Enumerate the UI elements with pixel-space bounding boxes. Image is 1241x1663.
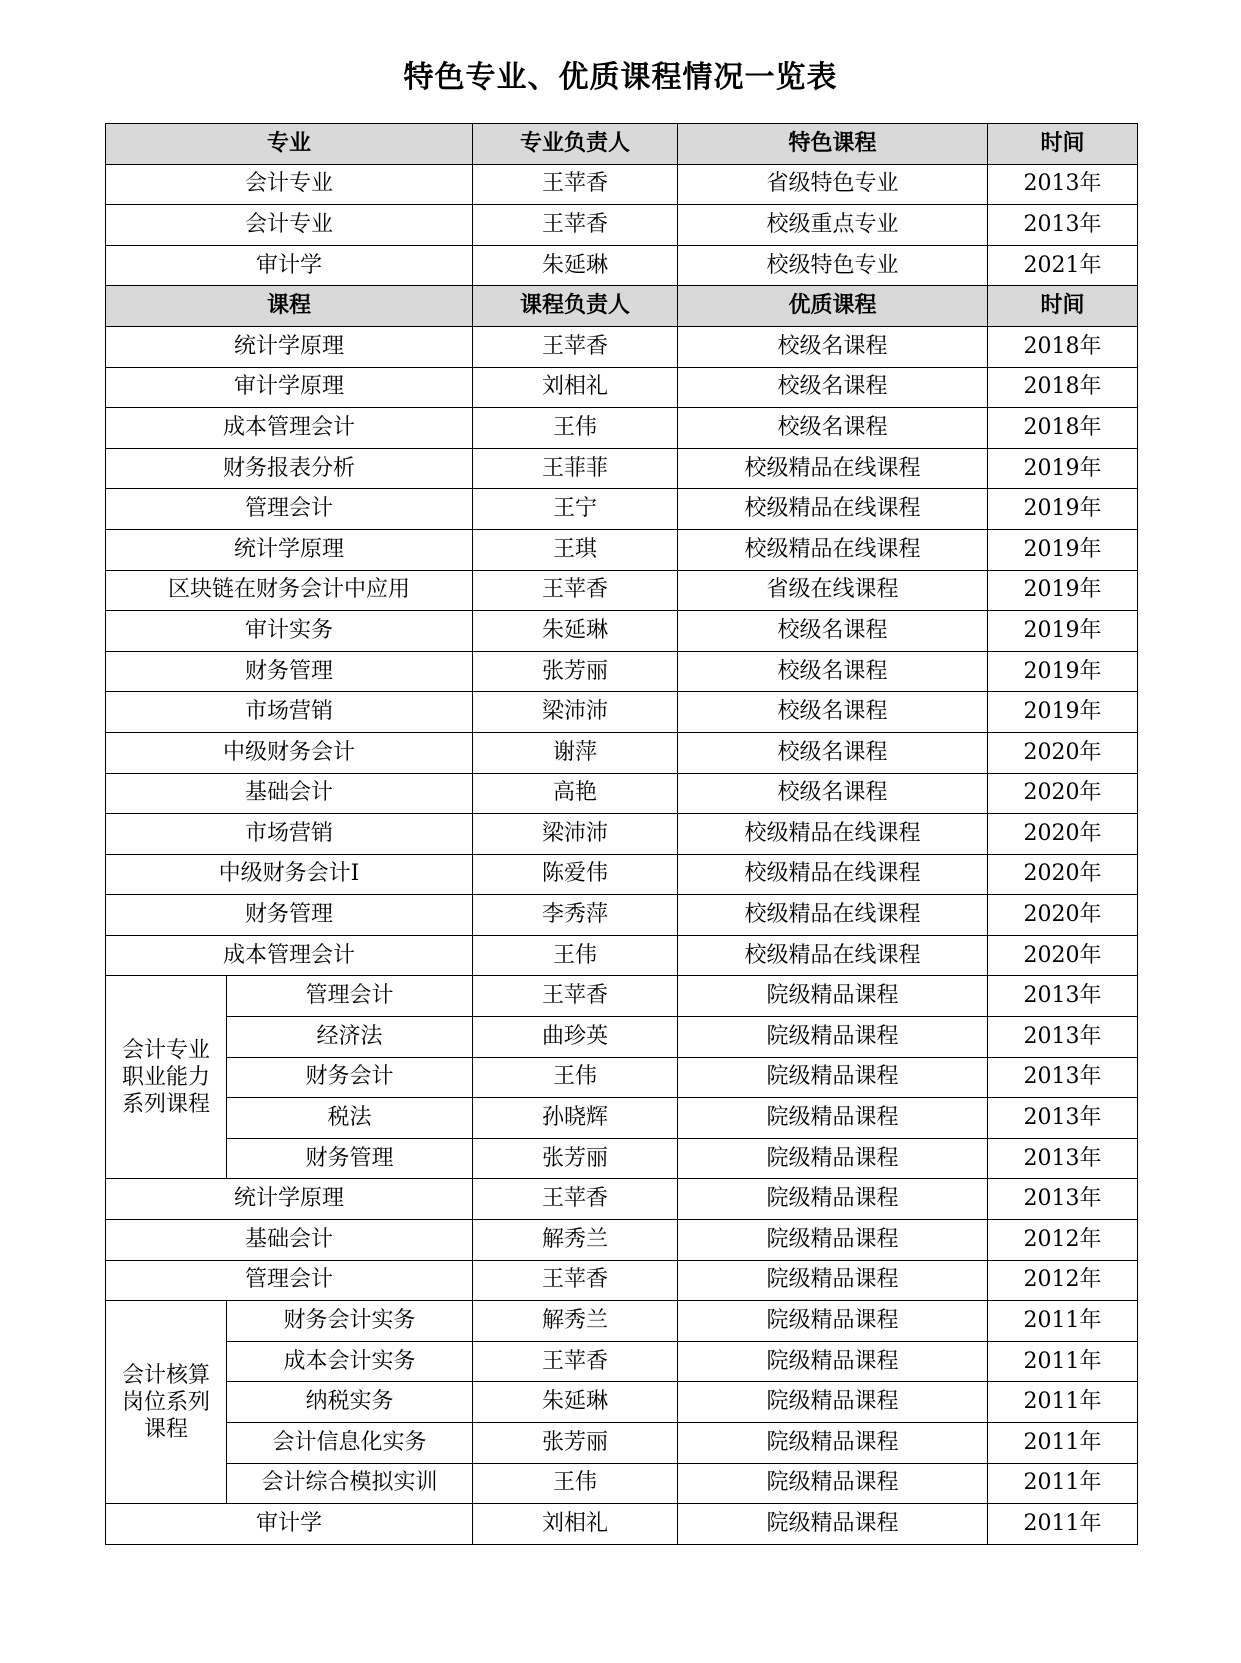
level-cell: 校级名课程 [678, 732, 988, 773]
table-row [106, 1098, 1138, 1139]
level-cell: 院级精品课程 [678, 1220, 988, 1261]
level-cell: 院级精品课程 [678, 1382, 988, 1423]
major-header-row [106, 124, 1138, 165]
table-row [106, 976, 1138, 1017]
table-row [106, 205, 1138, 246]
table-row [106, 611, 1138, 652]
name-cell: 市场营销 [106, 814, 473, 855]
level-cell: 院级精品课程 [678, 976, 988, 1017]
table-row [106, 1504, 1138, 1545]
level-cell: 院级精品课程 [678, 1341, 988, 1382]
year-cell: 2019年 [988, 489, 1138, 530]
leader-cell: 梁沛沛 [473, 692, 678, 733]
name-cell: 财务管理 [106, 651, 473, 692]
year-cell: 2011年 [988, 1504, 1138, 1545]
level-cell: 校级精品在线课程 [678, 895, 988, 936]
name-cell: 成本管理会计 [106, 935, 473, 976]
table-row [106, 1341, 1138, 1382]
level-cell: 校级名课程 [678, 611, 988, 652]
course-header-row [106, 286, 1138, 327]
level-cell: 校级精品在线课程 [678, 529, 988, 570]
table-row [106, 692, 1138, 733]
table-row [106, 367, 1138, 408]
year-cell: 2011年 [988, 1463, 1138, 1504]
leader-cell: 王伟 [473, 935, 678, 976]
year-cell: 2011年 [988, 1341, 1138, 1382]
year-cell: 2020年 [988, 895, 1138, 936]
year-cell: 2012年 [988, 1220, 1138, 1261]
leader-cell: 张芳丽 [473, 651, 678, 692]
year-cell: 2019年 [988, 570, 1138, 611]
name-cell: 会计专业 [106, 205, 473, 246]
table-row [106, 854, 1138, 895]
year-cell: 2018年 [988, 367, 1138, 408]
leader-cell: 王苹香 [473, 570, 678, 611]
level-cell: 校级精品在线课程 [678, 489, 988, 530]
column-header: 课程负责人 [473, 286, 678, 327]
year-cell: 2019年 [988, 651, 1138, 692]
level-cell: 校级名课程 [678, 408, 988, 449]
leader-cell: 曲珍英 [473, 1017, 678, 1058]
level-cell: 校级名课程 [678, 692, 988, 733]
table-row [106, 164, 1138, 205]
name-cell: 基础会计 [106, 1220, 473, 1261]
table-row [106, 529, 1138, 570]
leader-cell: 王宁 [473, 489, 678, 530]
name-cell: 会计信息化实务 [227, 1423, 473, 1464]
table-row [106, 1423, 1138, 1464]
name-cell: 财务会计 [227, 1057, 473, 1098]
year-cell: 2020年 [988, 732, 1138, 773]
table-row [106, 732, 1138, 773]
table-row [106, 935, 1138, 976]
leader-cell: 梁沛沛 [473, 814, 678, 855]
leader-cell: 张芳丽 [473, 1138, 678, 1179]
name-cell: 中级财务会计 [106, 732, 473, 773]
year-cell: 2011年 [988, 1382, 1138, 1423]
year-cell: 2021年 [988, 245, 1138, 286]
level-cell: 院级精品课程 [678, 1057, 988, 1098]
group-label: 会计专业职业能力系列课程 [106, 976, 227, 1179]
name-cell: 财务管理 [227, 1138, 473, 1179]
table-row [106, 326, 1138, 367]
column-header: 专业 [106, 124, 473, 165]
name-cell: 管理会计 [106, 1260, 473, 1301]
level-cell: 校级精品在线课程 [678, 448, 988, 489]
leader-cell: 陈爱伟 [473, 854, 678, 895]
name-cell: 市场营销 [106, 692, 473, 733]
leader-cell: 王伟 [473, 408, 678, 449]
leader-cell: 孙晓辉 [473, 1098, 678, 1139]
table-row [106, 489, 1138, 530]
leader-cell: 解秀兰 [473, 1220, 678, 1261]
year-cell: 2019年 [988, 692, 1138, 733]
year-cell: 2019年 [988, 529, 1138, 570]
page-title: 特色专业、优质课程情况一览表 [403, 60, 838, 95]
name-cell: 财务会计实务 [227, 1301, 473, 1342]
table-row [106, 1138, 1138, 1179]
name-cell: 管理会计 [227, 976, 473, 1017]
name-cell: 财务报表分析 [106, 448, 473, 489]
level-cell: 院级精品课程 [678, 1138, 988, 1179]
level-cell: 校级精品在线课程 [678, 935, 988, 976]
name-cell: 统计学原理 [106, 529, 473, 570]
name-cell: 统计学原理 [106, 1179, 473, 1220]
column-header: 课程 [106, 286, 473, 327]
leader-cell: 朱延琳 [473, 245, 678, 286]
table-row [106, 1017, 1138, 1058]
table-row [106, 814, 1138, 855]
leader-cell: 王苹香 [473, 1260, 678, 1301]
leader-cell: 王苹香 [473, 326, 678, 367]
leader-cell: 高艳 [473, 773, 678, 814]
year-cell: 2013年 [988, 1057, 1138, 1098]
year-cell: 2013年 [988, 1098, 1138, 1139]
column-header: 优质课程 [678, 286, 988, 327]
level-cell: 院级精品课程 [678, 1098, 988, 1139]
year-cell: 2019年 [988, 448, 1138, 489]
table-row [106, 1463, 1138, 1504]
year-cell: 2011年 [988, 1423, 1138, 1464]
name-cell: 税法 [227, 1098, 473, 1139]
year-cell: 2020年 [988, 773, 1138, 814]
leader-cell: 朱延琳 [473, 1382, 678, 1423]
name-cell: 基础会计 [106, 773, 473, 814]
table-row [106, 1057, 1138, 1098]
leader-cell: 解秀兰 [473, 1301, 678, 1342]
level-cell: 院级精品课程 [678, 1260, 988, 1301]
year-cell: 2013年 [988, 1179, 1138, 1220]
leader-cell: 刘相礼 [473, 1504, 678, 1545]
table-row [106, 773, 1138, 814]
name-cell: 审计学 [106, 245, 473, 286]
name-cell: 会计综合模拟实训 [227, 1463, 473, 1504]
name-cell: 区块链在财务会计中应用 [106, 570, 473, 611]
name-cell: 审计学 [106, 1504, 473, 1545]
leader-cell: 谢萍 [473, 732, 678, 773]
level-cell: 院级精品课程 [678, 1463, 988, 1504]
leader-cell: 王琪 [473, 529, 678, 570]
level-cell: 院级精品课程 [678, 1423, 988, 1464]
leader-cell: 王菲菲 [473, 448, 678, 489]
column-header: 时间 [988, 286, 1138, 327]
table-row [106, 448, 1138, 489]
level-cell: 院级精品课程 [678, 1504, 988, 1545]
name-cell: 成本管理会计 [106, 408, 473, 449]
level-cell: 省级特色专业 [678, 164, 988, 205]
leader-cell: 王苹香 [473, 1179, 678, 1220]
leader-cell: 张芳丽 [473, 1423, 678, 1464]
year-cell: 2020年 [988, 854, 1138, 895]
year-cell: 2020年 [988, 935, 1138, 976]
name-cell: 审计实务 [106, 611, 473, 652]
year-cell: 2018年 [988, 408, 1138, 449]
name-cell: 审计学原理 [106, 367, 473, 408]
year-cell: 2011年 [988, 1301, 1138, 1342]
group-label: 会计核算岗位系列课程 [106, 1301, 227, 1504]
level-cell: 校级精品在线课程 [678, 854, 988, 895]
name-cell: 中级财务会计I [106, 854, 473, 895]
table-row [106, 895, 1138, 936]
level-cell: 校级名课程 [678, 326, 988, 367]
name-cell: 财务管理 [106, 895, 473, 936]
name-cell: 成本会计实务 [227, 1341, 473, 1382]
table-row [106, 1220, 1138, 1261]
level-cell: 校级特色专业 [678, 245, 988, 286]
year-cell: 2019年 [988, 611, 1138, 652]
level-cell: 校级精品在线课程 [678, 814, 988, 855]
course-table [105, 123, 1138, 1545]
leader-cell: 王伟 [473, 1463, 678, 1504]
table-row [106, 1382, 1138, 1423]
name-cell: 经济法 [227, 1017, 473, 1058]
leader-cell: 王苹香 [473, 1341, 678, 1382]
level-cell: 院级精品课程 [678, 1179, 988, 1220]
column-header: 专业负责人 [473, 124, 678, 165]
table-row [106, 1260, 1138, 1301]
table-row [106, 245, 1138, 286]
column-header: 特色课程 [678, 124, 988, 165]
name-cell: 会计专业 [106, 164, 473, 205]
year-cell: 2013年 [988, 1017, 1138, 1058]
leader-cell: 王苹香 [473, 976, 678, 1017]
leader-cell: 朱延琳 [473, 611, 678, 652]
level-cell: 校级重点专业 [678, 205, 988, 246]
leader-cell: 刘相礼 [473, 367, 678, 408]
year-cell: 2012年 [988, 1260, 1138, 1301]
table-row [106, 408, 1138, 449]
year-cell: 2013年 [988, 1138, 1138, 1179]
year-cell: 2013年 [988, 976, 1138, 1017]
table-row [106, 1179, 1138, 1220]
leader-cell: 李秀萍 [473, 895, 678, 936]
level-cell: 省级在线课程 [678, 570, 988, 611]
level-cell: 院级精品课程 [678, 1301, 988, 1342]
table-row [106, 651, 1138, 692]
year-cell: 2018年 [988, 326, 1138, 367]
year-cell: 2013年 [988, 164, 1138, 205]
name-cell: 管理会计 [106, 489, 473, 530]
year-cell: 2013年 [988, 205, 1138, 246]
year-cell: 2020年 [988, 814, 1138, 855]
table-row [106, 1301, 1138, 1342]
leader-cell: 王苹香 [473, 205, 678, 246]
level-cell: 校级名课程 [678, 651, 988, 692]
name-cell: 统计学原理 [106, 326, 473, 367]
column-header: 时间 [988, 124, 1138, 165]
level-cell: 校级名课程 [678, 773, 988, 814]
name-cell: 纳税实务 [227, 1382, 473, 1423]
level-cell: 校级名课程 [678, 367, 988, 408]
table-row [106, 570, 1138, 611]
level-cell: 院级精品课程 [678, 1017, 988, 1058]
leader-cell: 王伟 [473, 1057, 678, 1098]
leader-cell: 王苹香 [473, 164, 678, 205]
